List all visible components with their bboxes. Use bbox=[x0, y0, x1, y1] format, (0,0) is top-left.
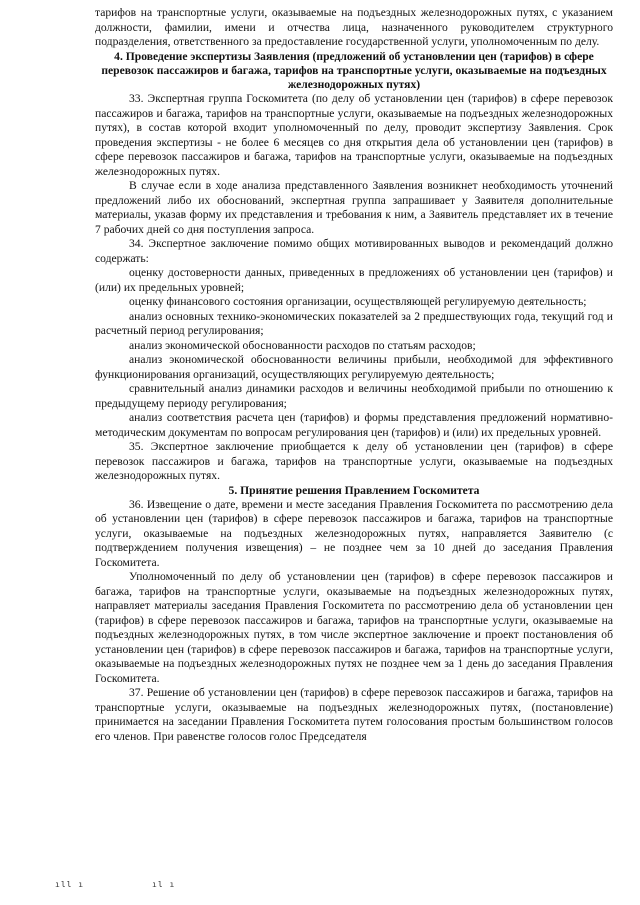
paragraph-37: 37. Решение об установлении цен (тарифов) в сфере перевозок пассажиров и багажа, тарифов на транспортные услуги, оказываемые на подъездных железнодорожных путях, (постановление) принимается на заседании Правления Госкомитета путем голосования простым большинством голосов его членов. При равенстве голосов голос Председателя bbox=[95, 686, 613, 743]
list-item: анализ соответствия расчета цен (тарифов) и формы представления предложений нормативно-методическим документам по вопросам регулирования цен (тарифов) и (или) их предельных уровней. bbox=[95, 411, 613, 439]
scan-mark-right: ıl ı bbox=[152, 880, 176, 889]
paragraph-36: 36. Извещение о дате, времени и месте заседания Правления Госкомитета по рассмотрению дела об установлении цен (тарифов) в сфере перевозок пассажиров и багажа, тарифов на транспортные услуги, оказываемые на подъездных железнодорожных путях, направляется Заявителю (с подтверждением получения извещения) – не позднее чем за 10 дней до заседания Правления Госкомитета. bbox=[95, 497, 613, 569]
paragraph-33-additional: В случае если в ходе анализа представленного Заявления возникнет необходимость уточнений предложений либо их обоснований, экспертная группа запрашивает у Заявителя дополнительные материалы, указав форму их представления и требования к ним, а Заявитель представляет их в течение 7 рабочих дней со дня поступления запроса. bbox=[95, 179, 613, 236]
document-page bbox=[95, 6, 613, 744]
paragraph-34: 34. Экспертное заключение помимо общих мотивированных выводов и рекомендаций должно содержать: bbox=[95, 237, 613, 265]
section-4-heading: 4. Проведение экспертизы Заявления (предложений об установлении цен (тарифов) в сфере перевозок пассажиров и багажа, тарифов на транспортные услуги, оказываемые на подъездных железнодорожных путях) bbox=[101, 49, 607, 91]
list-item: оценку финансового состояния организации, осуществляющей регулируемую деятельность; bbox=[129, 295, 587, 309]
paragraph-33: 33. Экспертная группа Госкомитета (по делу об установлении цен (тарифов) в сфере перевозок пассажиров и багажа, тарифов на транспортные услуги, оказываемые на подъездных железнодорожных путях), в состав которой входит уполномоченный по делу, проводит экспертизу Заявления. Срок проведения экспертизы - не более 6 месяцев со дня открытия дела об установлении цен (тарифов) в сфере перевозок пассажиров и багажа, тарифов на транспортные услуги, оказываемые на подъездных железнодорожных путях. bbox=[95, 92, 613, 178]
list-item: анализ экономической обоснованности расходов по статьям расходов; bbox=[129, 338, 476, 352]
paragraph-continuation: тарифов на транспортные услуги, оказываемые на подъездных железнодорожных путях, с указанием должности, фамилии, имени и отчества лица, назначенного руководителем структурного подразделения, ответственного за предоставление государственной услуги, уполномоченным по делу. bbox=[95, 6, 613, 48]
scan-marks bbox=[0, 880, 640, 894]
list-item: анализ основных технико-экономических показателей за 2 предшествующих года, текущий год и расчетный период регулирования; bbox=[95, 309, 613, 338]
scan-mark-left: ıll ı bbox=[55, 880, 85, 889]
section-5-heading: 5. Принятие решения Правлением Госкомитета bbox=[228, 483, 480, 497]
list-item: оценку достоверности данных, приведенных в предложениях об установлении цен (тарифов) и (или) их предельных уровней; bbox=[95, 266, 613, 294]
paragraph-35: 35. Экспертное заключение приобщается к делу об установлении цен (тарифов) в сфере перевозок пассажиров и багажа, тарифов на транспортные услуги, оказываемые на подъездных железнодорожных путях. bbox=[95, 440, 613, 483]
paragraph-36-additional: Уполномоченный по делу об установлении цен (тарифов) в сфере перевозок пассажиров и багажа, тарифов на транспортные услуги, оказываемые на подъездных железнодорожных путях, направляет материалы заседания Правления Госкомитета по рассмотрению дела об установлении цен (тарифов) в сфере перевозок пассажиров и багажа, тарифов на транспортные услуги, оказываемые на подъездных железнодорожных путях, в том числе экспертное заключение и проект постановления об установлении цен (тарифов) в сфере перевозок пассажиров и багажа, тарифов на транспортные услуги, оказываемые на подъездных железнодорожных путях не позднее чем за 1 день до заседания Правления Госкомитета. bbox=[95, 570, 613, 685]
list-item: анализ экономической обоснованности величины прибыли, необходимой для эффективного функционирования организаций, осуществляющих регулируемую деятельность; bbox=[95, 353, 613, 381]
list-item: сравнительный анализ динамики расходов и величины необходимой прибыли по отношению к предыдущему периоду регулирования; bbox=[95, 382, 613, 410]
